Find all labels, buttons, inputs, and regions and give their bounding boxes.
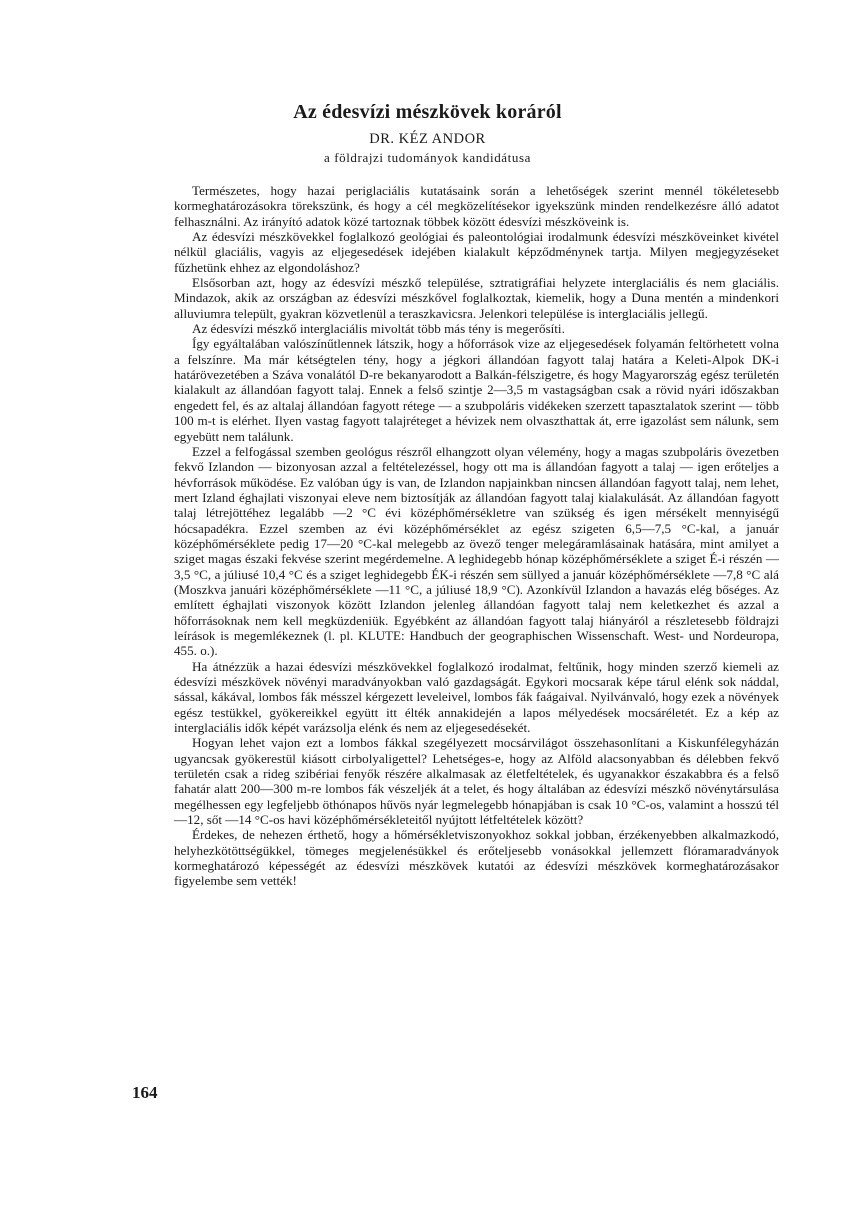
paragraph-6: Ezzel a felfogással szemben geológus részről elhangzott olyan vélemény, hogy a magas szubpoláris övezetben fekvő Izlandon — bizonyosan azzal a feltételezéssel, hogy ott ma is állandóan fagyott a talaj — igen erőteljes a hévforrások működése. Ez valóban úgy is van, de Izlandon napjainkban nincsen állandóan fagyott talaj, nem lehet, mert Izland éghajlati viszonyai eleve nem biztosítják az állandóan fagyott talaj kialakulását. Az állandóan fagyott talaj létrejöttéhez legalább —2 °C évi középhőmérsékletre van szükség és igen mérsékelt mennyiségű hócsapadékra. Ezzel szemben az évi középhőmérséklet az egész szigeten 6,5—7,5 °C-kal, a január középhőmérséklete pedig 17—20 °C-kal melegebb az övező tenger melegáramlásainak hatására, mint amilyet a sziget magas északi fekvése szerint megérdemelne. A leghidegebb hónap középhőmérséklete a sziget É-i részén —3,5 °C, a júliusé 10,4 °C és a sziget leghidegebb ÉK-i részén sem süllyed a január középhőmérséklete —7,8 °C alá (Moszkva januári középhőmérséklete —11 °C, a júliusé 18,9 °C). Azonkívül Izlandon a havazás elég bőséges. Az említett éghajlati viszonyok között Izlandon jelenleg állandóan fagyott talaj nem keletkezhet és azzal a hőforrásoknak nem kell megküzdeniük. Egyébként az állandóan fagyott talaj hiányáról a részletesebb földrajzi leírások is megemlékeznek (l. pl. KLUTE: Handbuch der geographischen Wissenschaft. West- und Nordeuropa, 455. o.). (174, 443, 779, 659)
paragraph-9: Érdekes, de nehezen érthető, hogy a hőmérsékletviszonyokhoz sokkal jobban, érzékenyebben alkalmazkodó, helyhezkötöttségükkel, tömeges megjelenésükkel és erőteljesebb vonásokkal jellemzett flóramaradványok kormeghatározó képességét az édesvízi mészkövek kutatói az édesvízi mészkövek kormeghatározásakor figyelembe sem vették! (174, 827, 779, 889)
paragraph-3: Elsősorban azt, hogy az édesvízi mészkő települése, sztratigráfiai helyzete interglaciális és nem glaciális. Mindazok, akik az országban az édesvízi mészkővel foglalkoztak, kiemelik, hogy a Duna mentén a mindenkori alluviumra települt, gyakran közvetlenül a teraszkavicsra. Jelenkori települése is interglaciális jellegű. (174, 275, 779, 321)
paragraph-8: Hogyan lehet vajon ezt a lombos fákkal szegélyezett mocsárvilágot összehasonlítani a Kiskunfélegyházán ugyancsak gyökerestül kiásott cirbolyaligettel? Lehetséges-e, hogy az Alföld alacsonyabban és délebben fekvő területén csak a rideg szibériai fenyők részére alkalmasak az életfeltételek, és ugyanakkor északabbra és a felső fahatár alatt 200—300 m-re lombos fák vészeljék át a telet, és hogy általában az édesvízi mészkő növénytársulása megélhessen egy legfeljebb öthónapos hűvös nyár legmelegebb hónapjában is csak 10 °C-os, valamint a hosszú tél —12, sőt —14 °C-os havi középhőmérsékleteitől nyújtott létfeltételek között? (174, 735, 779, 828)
paragraph-1: Természetes, hogy hazai periglaciális kutatásaink során a lehetőségek szerint mennél tökéletesebb kormeghatározásokra törekszünk, és hogy a cél megközelítésekor igyekszünk minden rendelkezésre álló adatot felhasználni. Az irányító adatok közé tartoznak többek között édesvízi mészköveink is. (174, 183, 779, 229)
paragraph-4: Az édesvízi mészkő interglaciális mivoltát több más tény is megerősíti. (192, 321, 565, 337)
article-title: Az édesvízi mészkövek koráról (293, 101, 562, 123)
author-affiliation: a földrajzi tudományok kandidátusa (323, 150, 532, 165)
paragraph-7: Ha átnézzük a hazai édesvízi mészkövekkel foglalkozó irodalmat, feltűnik, hogy minden szerző kiemeli az édesvízi mészkövek növényi maradványokban való gazdagságát. Egykori mocsarak képe tárul elénk sok náddal, sással, kákával, lombos fák mésszel kérgezett leveleivel, lombos fák faágaival. Nyilvánvaló, hogy ezek a növények egész testükkel, gyökereikkel együtt itt élték annakidején a lapos mélyedések mocsáréletét. Ez a kép az interglaciális idők képét varázsolja elénk és nem az eljegesedésekét. (174, 658, 779, 736)
page-number: 164 (132, 1083, 158, 1102)
article-body (174, 183, 779, 889)
paragraph-5: Így egyáltalában valószínűtlennek látszik, hogy a hőforrások vize az eljegesedések folyamán feltörhetett volna a felszínre. Ma már kétségtelen tény, hogy a jégkori állandóan fagyott talaj határa a Keleti-Alpok DK-i határövezetében a Száva vonalától D-re bekanyarodott a Balkán-félszigetre, és hogy Magyarország egész területén kialakult az állandóan fagyott talaj. Ennek a felső szintje 2—3,5 m vastagságban csak a rövid nyári időszakban engedett fel, és az altalaj állandóan fagyott rétege — a szubpoláris vidékeken szerzett tapasztalatok szerint — több 100 m-t is elérhet. Ilyen vastag fagyott talajréteget a hévizek nem olvaszthattak át, erre igazolást sem nálunk, sem egyebütt nem találunk. (174, 336, 779, 444)
article-author: DR. KÉZ ANDOR (369, 131, 486, 147)
paragraph-2: Az édesvízi mészkövekkel foglalkozó geológiai és paleontológiai irodalmunk édesvízi mészköveinket kivétel nélkül glaciális, vagyis az eljegesedések idejében kialakult képződménynek tartja. Milyen megjegyzéseket fűzhetünk ehhez az elgondoláshoz? (174, 229, 779, 275)
